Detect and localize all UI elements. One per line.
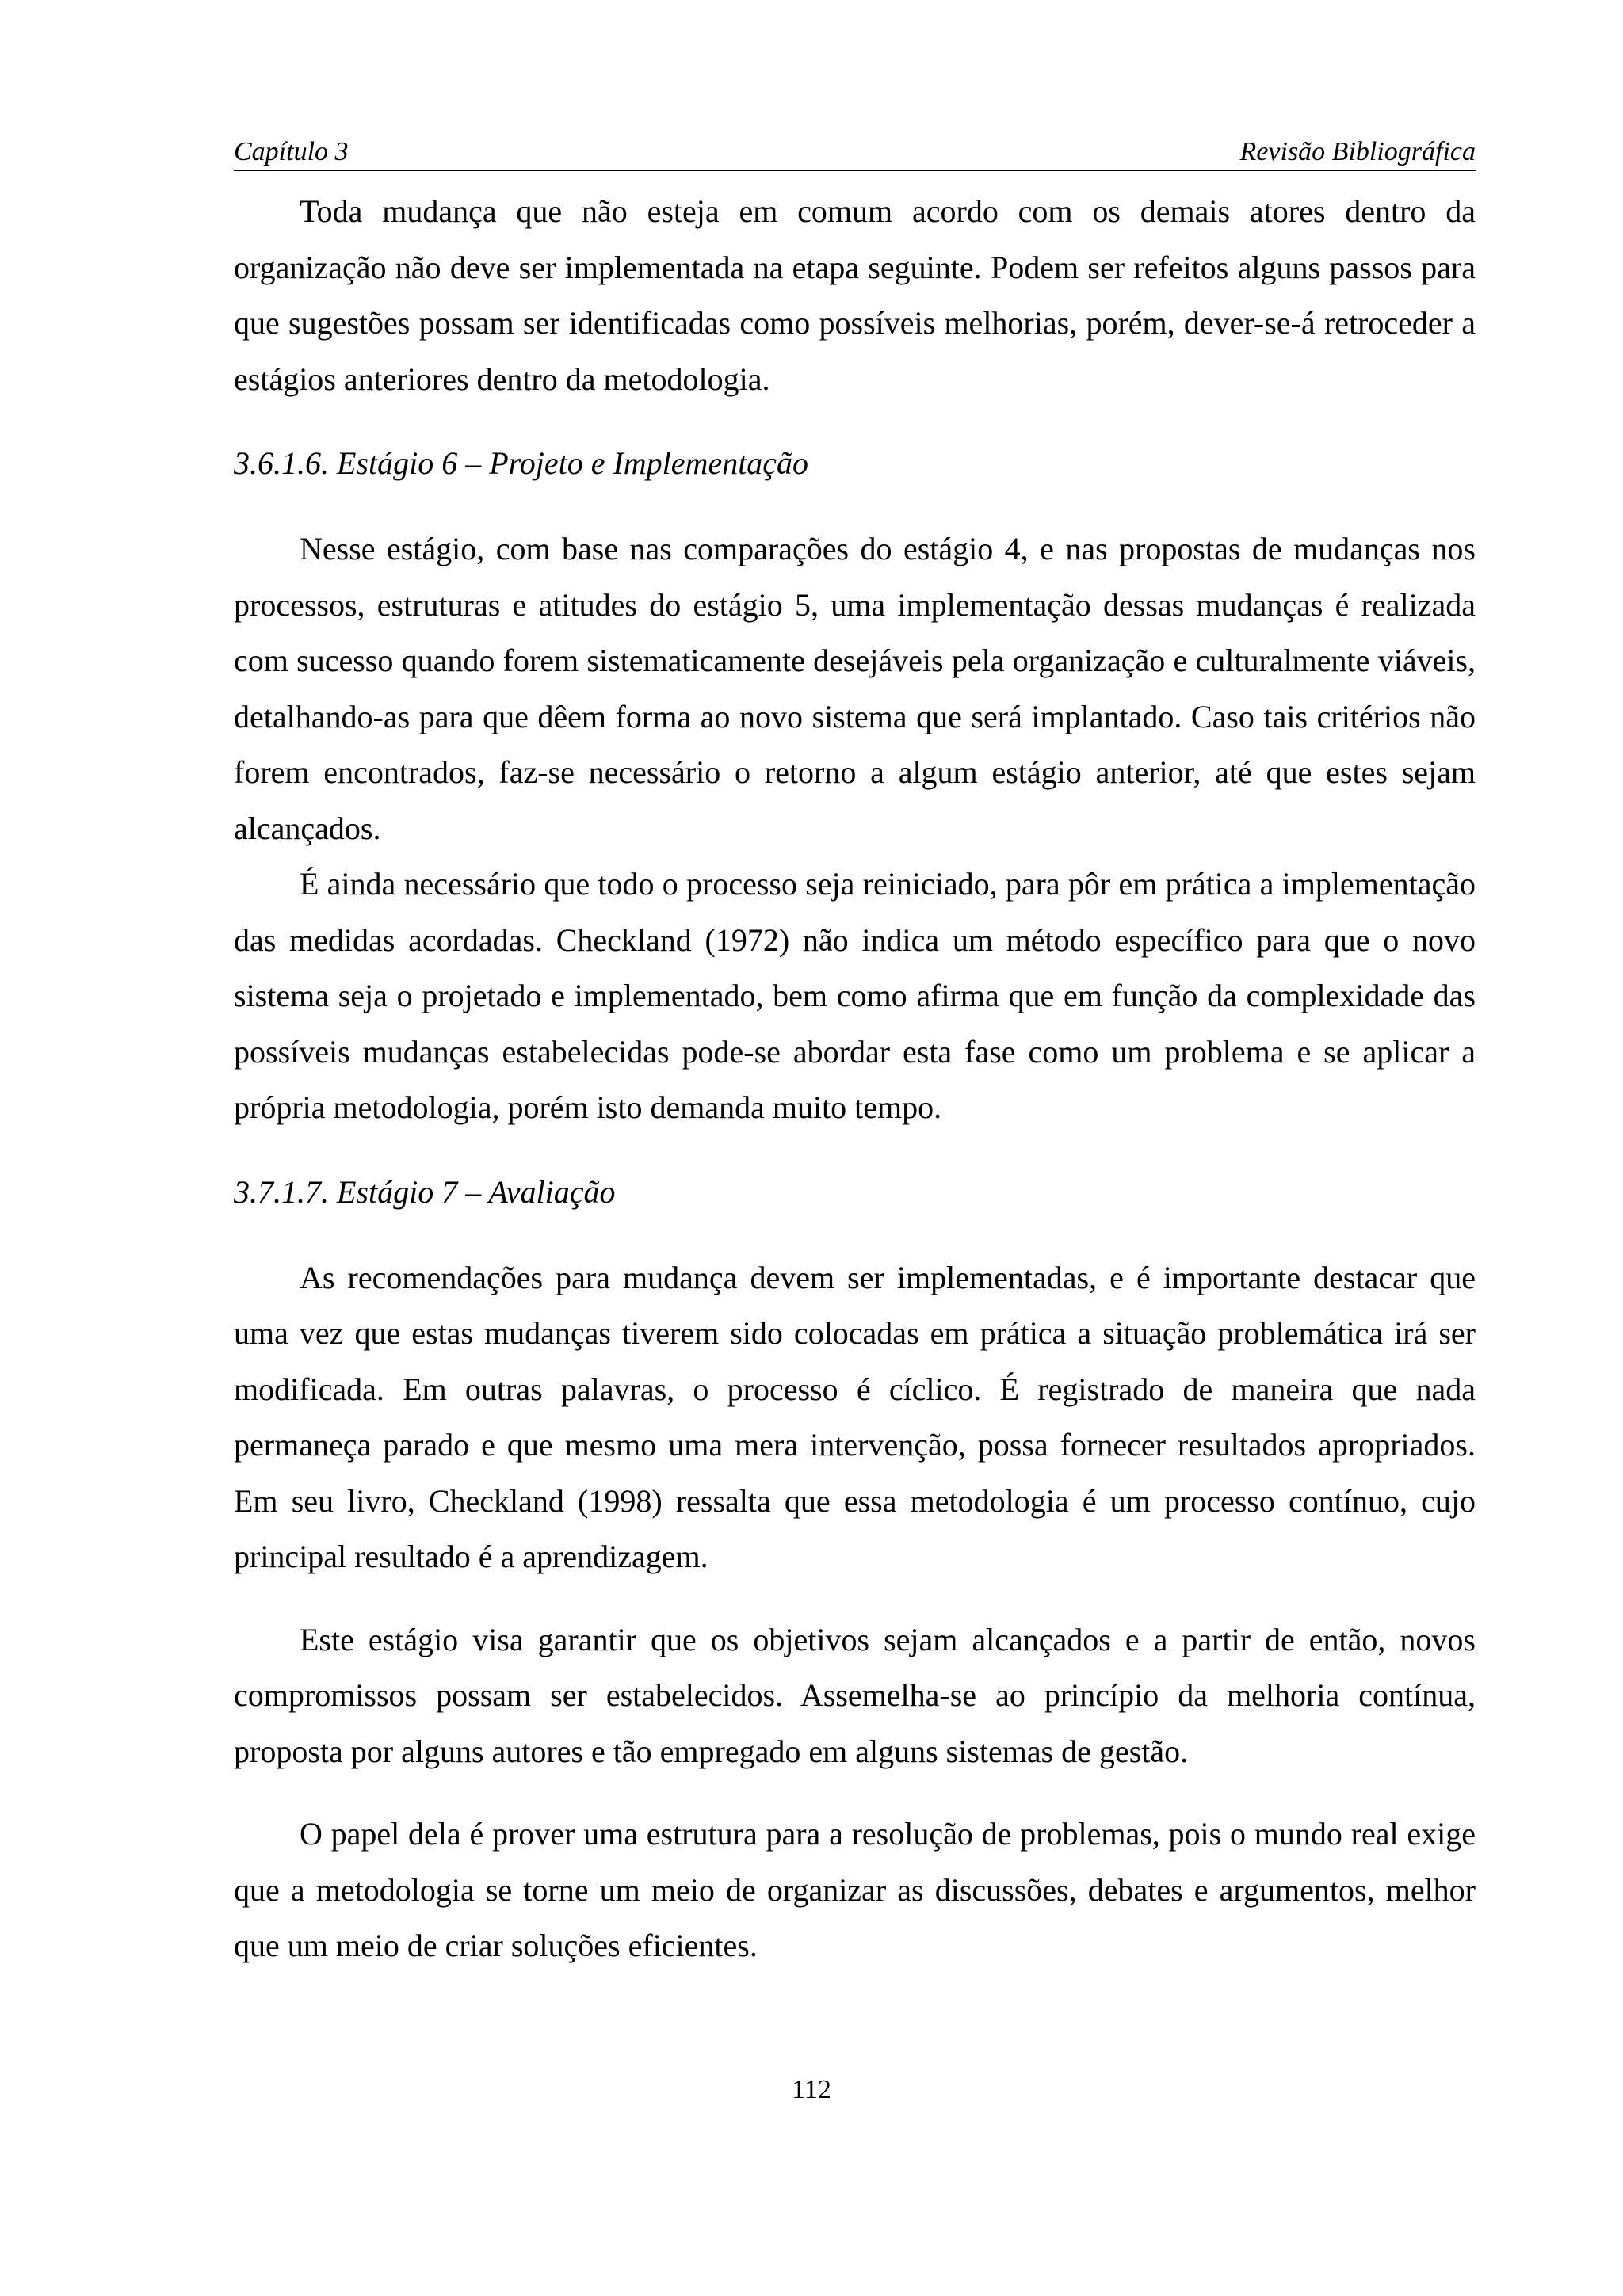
- spacer: [234, 1585, 1476, 1612]
- spacer: [234, 1779, 1476, 1806]
- paragraph-1: Toda mudança que não esteja em comum acordo com os demais atores dentro da organização não deve ser implementada na etapa seguinte. Podem ser refeitos alguns passos para que sugestões possam ser identificadas como possíveis melhorias, porém, dever-se-á retroceder a estágios anteriores dentro da metodologia.: [234, 193, 1476, 397]
- body-text: [234, 184, 1476, 1974]
- spacer: [234, 407, 1476, 436]
- section-heading-stage-7: 3.7.1.7. Estágio 7 – Avaliação: [234, 1173, 616, 1210]
- paragraph-3: É ainda necessário que todo o processo seja reiniciado, para pôr em prática a implementação das medidas acordadas. Checkland (1972) não indica um método específico para que o novo sistema seja o projetado e implementado, bem como afirma que em função da complexidade das possíveis mudanças estabelecidas pode-se abordar esta fase como um problema e se aplicar a própria metodologia, porém isto demanda muito tempo.: [234, 866, 1476, 1125]
- section-heading-stage-6: 3.6.1.6. Estágio 6 – Projeto e Implementação: [234, 445, 809, 481]
- chapter-label: Capítulo 3: [234, 137, 349, 166]
- spacer: [234, 491, 1476, 521]
- paragraph-5: Este estágio visa garantir que os objetivos sejam alcançados e a partir de então, novos compromissos possam ser estabelecidos. Assemelha-se ao princípio da melhoria contínua, proposta por alguns autores e tão empregado em alguns sistemas de gestão.: [234, 1621, 1476, 1769]
- running-header: [234, 133, 1476, 171]
- spacer: [234, 1136, 1476, 1165]
- paragraph-6: O papel dela é prover uma estrutura para a resolução de problemas, pois o mundo real exige que a metodologia se torne um meio de organizar as discussões, debates e argumentos, melhor que um meio de criar soluções eficientes.: [234, 1816, 1476, 1963]
- page-number: 112: [792, 2075, 831, 2104]
- paragraph-4: As recomendações para mudança devem ser implementadas, e é importante destacar que uma vez que estas mudanças tiverem sido colocadas em prática a situação problemática irá ser modificada. Em outras palavras, o processo é cíclico. É registrado de maneira que nada permaneça parado e que mesmo uma mera intervenção, possa fornecer resultados apropriados. Em seu livro, Checkland (1998) ressalta que essa metodologia é um processo contínuo, cujo principal resultado é a aprendizagem.: [234, 1259, 1476, 1574]
- paragraph-2: Nesse estágio, com base nas comparações do estágio 4, e nas propostas de mudanças nos processos, estruturas e atitudes do estágio 5, uma implementação dessas mudanças é realizada com sucesso quando forem sistematicamente desejáveis pela organização e culturalmente viáveis, detalhando-as para que dêem forma ao novo sistema que será implantado. Caso tais critérios não forem encontrados, faz-se necessário o retorno a algum estágio anterior, até que estes sejam alcançados.: [234, 531, 1476, 846]
- spacer: [234, 1220, 1476, 1250]
- section-label: Revisão Bibliográfica: [1239, 137, 1476, 166]
